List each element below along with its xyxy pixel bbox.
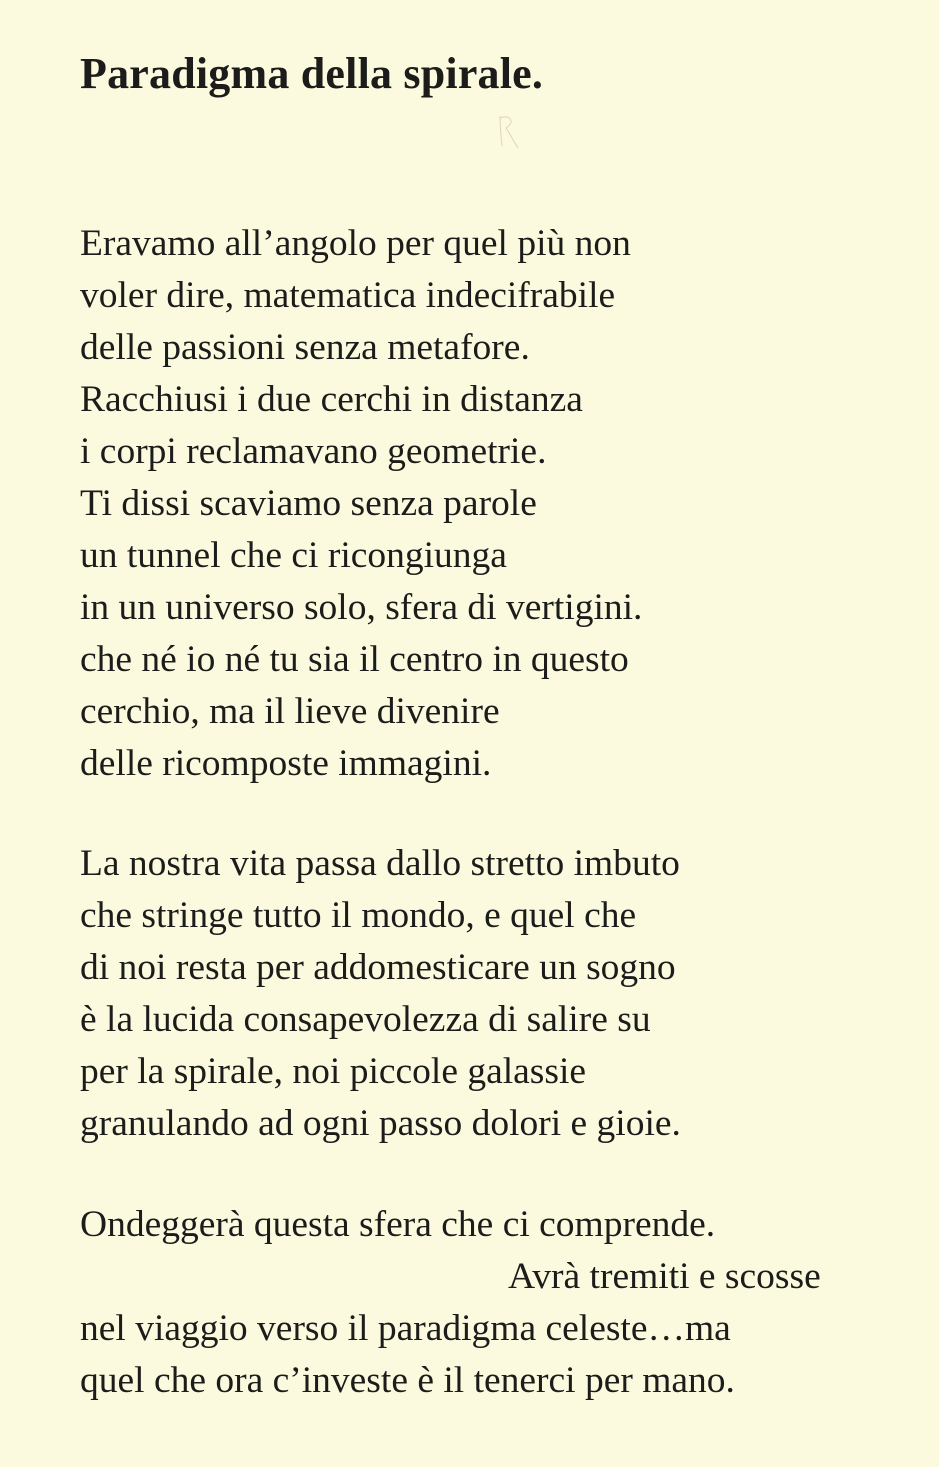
- verse-line: in un universo solo, sfera di vertigini.: [80, 587, 643, 628]
- verse-line: Eravamo all’angolo per quel più non: [80, 223, 631, 264]
- pencil-mark: [494, 112, 524, 152]
- verse-line: i corpi reclamavano geometrie.: [80, 431, 547, 472]
- verse-line: granulando ad ogni passo dolori e gioie.: [80, 1103, 681, 1144]
- verse-line: Ondeggerà questa sfera che ci comprende.: [80, 1204, 716, 1245]
- stanza-1: [80, 218, 642, 790]
- verse-line: delle ricomposte immagini.: [80, 743, 492, 784]
- verse-line: voler dire, matematica indecifrabile: [80, 275, 616, 316]
- verse-line: nel viaggio verso il paradigma celeste…ma: [80, 1308, 731, 1349]
- verse-line: di noi resta per addomesticare un sogno: [80, 947, 676, 988]
- verse-line: un tunnel che ci ricongiunga: [80, 535, 507, 576]
- stanza-2: [80, 838, 681, 1150]
- verse-line: che stringe tutto il mondo, e quel che: [80, 895, 637, 936]
- verse-line-indented: Avrà tremiti e scosse: [508, 1256, 821, 1297]
- verse-line: La nostra vita passa dallo stretto imbuto: [80, 843, 680, 884]
- verse-line: è la lucida consapevolezza di salire su: [80, 999, 651, 1040]
- verse-line: Ti dissi scaviamo senza parole: [80, 483, 537, 524]
- verse-line: per la spirale, noi piccole galassie: [80, 1051, 587, 1092]
- verse-line: quel che ora c’investe è il tenerci per mano.: [80, 1360, 735, 1401]
- verse-line: delle passioni senza metafore.: [80, 327, 530, 368]
- poem-title: Paradigma della spirale.: [80, 49, 544, 98]
- verse-line: cerchio, ma il lieve divenire: [80, 691, 500, 732]
- verse-line: Racchiusi i due cerchi in distanza: [80, 379, 583, 420]
- stanza-3: [80, 1199, 821, 1407]
- verse-line: che né io né tu sia il centro in questo: [80, 639, 629, 680]
